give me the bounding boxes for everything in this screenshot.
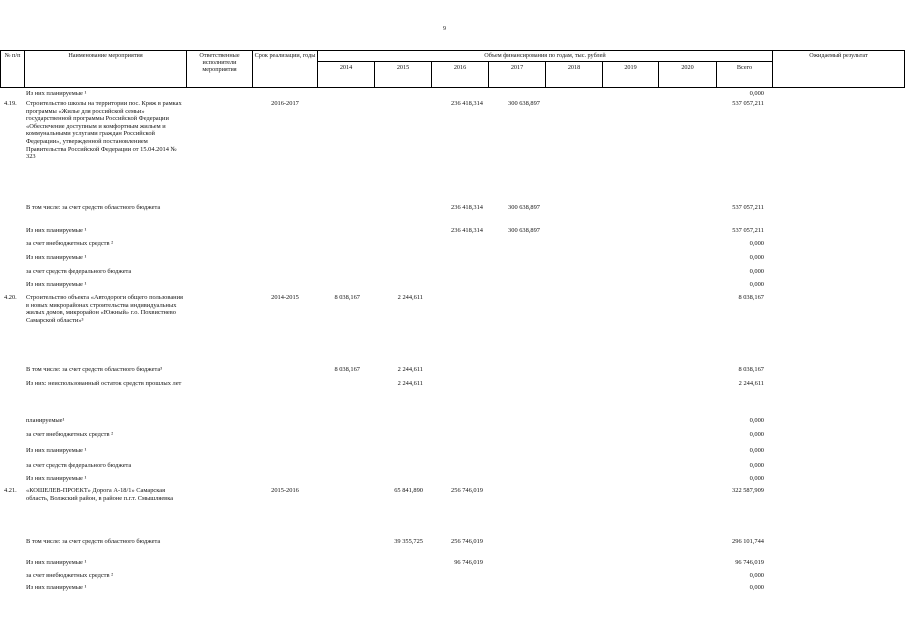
row-2015: 65 841,890 bbox=[394, 487, 423, 494]
row-total: 0,000 bbox=[749, 431, 764, 438]
table-header bbox=[0, 50, 905, 88]
header-year-2015: 2015 bbox=[396, 64, 410, 71]
row-name: Строительство объекта «Автодороги общего пользования в новых микрорайонах строительства индивидуальных жилых домов, микрорайон «Южный» г.о. Похвистнево Самарской области»³ bbox=[26, 294, 183, 324]
row-total: 0,000 bbox=[749, 475, 764, 482]
row-2016: 256 746,019 bbox=[451, 538, 483, 545]
row-name: Из них планируемые ¹ bbox=[26, 475, 87, 482]
row-total: 0,000 bbox=[749, 572, 764, 579]
row-2016: 236 418,314 bbox=[451, 204, 483, 211]
row-2017: 300 638,897 bbox=[508, 204, 540, 211]
row-total: 0,000 bbox=[749, 584, 764, 591]
row-name: Из них планируемые ¹ bbox=[26, 90, 87, 97]
row-name: Из них планируемые ¹ bbox=[26, 559, 87, 566]
row-2014: 8 038,167 bbox=[334, 294, 360, 301]
row-number: 4.21. bbox=[4, 487, 17, 494]
row-2015: 2 244,611 bbox=[397, 380, 423, 387]
row-2015: 2 244,611 bbox=[397, 366, 423, 373]
row-name: Строительство школы на территории пос. Кряж в рамках программы «Жилье для российской семьи» государственной программы Российской Федерации «Обеспечение доступным и комфортным жильем и коммунальными услугами граждан Российской Федерации», утвержденной постановлением Правительства Российской Федерации от 15.04.2014 № 323 bbox=[26, 100, 182, 161]
row-total: 537 057,211 bbox=[732, 227, 764, 234]
row-name: за счет средств федерального бюджета bbox=[26, 462, 132, 469]
row-total: 296 101,744 bbox=[732, 538, 764, 545]
header-year-2020: 2020 bbox=[681, 64, 694, 71]
row-2015: 39 355,725 bbox=[394, 538, 423, 545]
row-name: Из них планируемые ¹ bbox=[26, 584, 87, 591]
header-funding: Объем финансирования по годам, тыс. рублей bbox=[484, 52, 606, 59]
row-2016: 256 746,019 bbox=[451, 487, 483, 494]
row-total: 0,000 bbox=[749, 447, 764, 454]
header-year-2019: 2019 bbox=[624, 64, 637, 71]
row-name: Из них планируемые ¹ bbox=[26, 227, 87, 234]
row-total: 0,000 bbox=[749, 240, 764, 247]
header-total: Всего bbox=[736, 64, 753, 71]
row-2015: 2 244,611 bbox=[397, 294, 423, 301]
header-name: Наименование мероприятия bbox=[68, 52, 143, 59]
row-2014: 8 038,167 bbox=[334, 366, 360, 373]
row-name: за счет внебюджетных средств ² bbox=[26, 572, 113, 579]
row-total: 0,000 bbox=[749, 254, 764, 261]
header-year-2016: 2016 bbox=[453, 64, 467, 71]
row-name: Из них планируемые ¹ bbox=[26, 281, 87, 288]
header-year-2017: 2017 bbox=[510, 64, 524, 71]
row-total: 0,000 bbox=[749, 90, 764, 97]
row-2017: 300 638,897 bbox=[508, 100, 540, 107]
row-total: 96 746,019 bbox=[735, 559, 764, 566]
row-2016: 96 746,019 bbox=[454, 559, 483, 566]
row-name: В том числе: за счет средств областного бюджета bbox=[26, 538, 161, 545]
header-responsible: Ответственные исполнители мероприятия bbox=[199, 52, 240, 73]
row-total: 537 057,211 bbox=[732, 100, 764, 107]
row-total: 8 038,167 bbox=[738, 366, 764, 373]
row-name: Из них планируемые ¹ bbox=[26, 447, 87, 454]
row-number: 4.19. bbox=[4, 100, 17, 107]
page-number: 9 bbox=[443, 26, 446, 32]
row-total: 537 057,211 bbox=[732, 204, 764, 211]
row-2017: 300 638,897 bbox=[508, 227, 540, 234]
row-term: 2015-2016 bbox=[271, 487, 299, 494]
row-total: 8 038,167 bbox=[738, 294, 764, 301]
header-year-2018: 2018 bbox=[567, 64, 581, 71]
row-name: В том числе: за счет средств областного бюджета³ bbox=[26, 366, 163, 373]
row-name: Из них планируемые ¹ bbox=[26, 254, 87, 261]
row-2016: 236 418,314 bbox=[451, 100, 483, 107]
row-total: 2 244,611 bbox=[738, 380, 764, 387]
row-total: 0,000 bbox=[749, 268, 764, 275]
header-term: Срок реализации, годы bbox=[254, 52, 316, 59]
row-2016: 236 418,314 bbox=[451, 227, 483, 234]
row-term: 2016-2017 bbox=[271, 100, 299, 107]
header-num: № п/п bbox=[4, 52, 21, 59]
row-name: за счет внебюджетных средств ² bbox=[26, 240, 113, 247]
header-year-2014: 2014 bbox=[339, 64, 353, 71]
row-name: планируемые¹ bbox=[26, 417, 65, 424]
row-term: 2014-2015 bbox=[271, 294, 299, 301]
row-name: за счет средств федерального бюджета bbox=[26, 268, 132, 275]
row-name: «КОШЕЛЕВ-ПРОЕКТ» Дорога А-18/1» Самарская область, Волжский район, в районе п.г.т. Смышляевка bbox=[26, 487, 174, 502]
header-result: Ожидаемый результат bbox=[809, 52, 868, 59]
row-name: В том числе: за счет средств областного бюджета bbox=[26, 204, 161, 211]
row-name: за счет внебюджетных средств ² bbox=[26, 431, 113, 438]
row-number: 4.20. bbox=[4, 294, 17, 301]
row-total: 0,000 bbox=[749, 281, 764, 288]
row-total: 322 587,909 bbox=[732, 487, 764, 494]
row-name: Из них: неиспользованный остаток средств прошлых лет bbox=[26, 380, 182, 387]
row-total: 0,000 bbox=[749, 462, 764, 469]
row-total: 0,000 bbox=[749, 417, 764, 424]
